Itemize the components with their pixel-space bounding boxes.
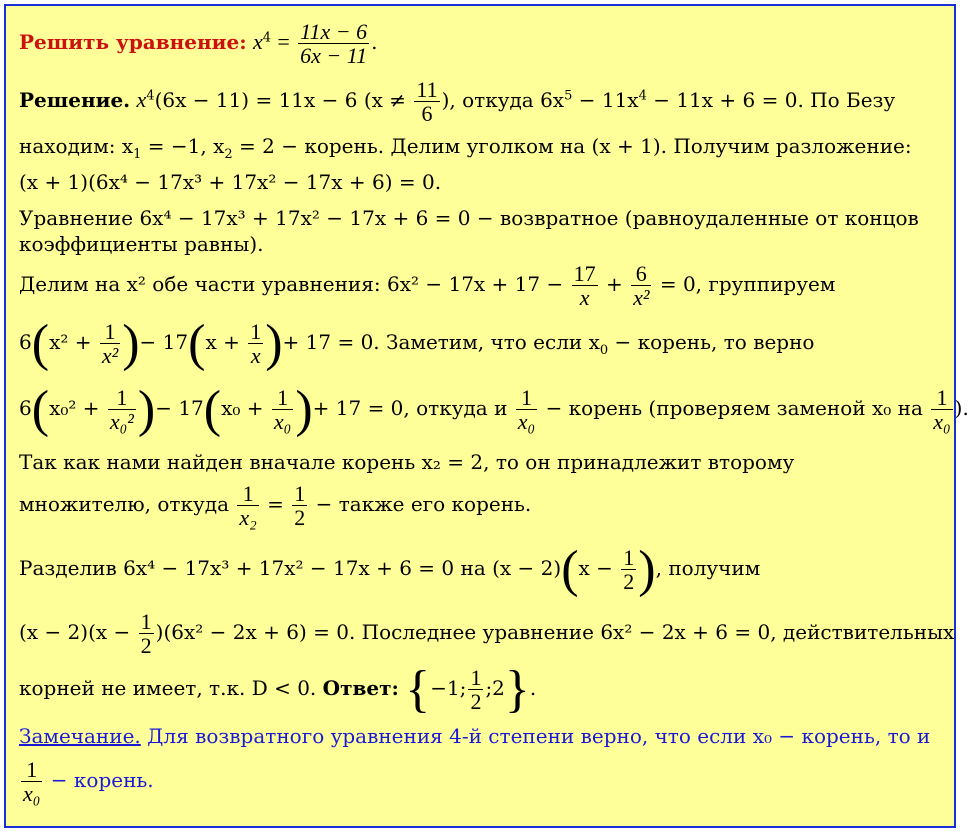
title-lhs-pow: 4 xyxy=(262,30,272,46)
l8-f1-den: x₀² xyxy=(109,409,134,435)
l8-g: ). xyxy=(954,396,969,421)
l8-f3-num: 1 xyxy=(516,386,537,410)
answer-brace-open: { xyxy=(405,660,431,718)
l8-fraction-2 xyxy=(272,386,293,433)
answer-fraction xyxy=(468,666,483,713)
l6-f1-den: x xyxy=(579,285,590,311)
l2-c: = 2 − корень. Делим уголком на (x + 1). Получим разложение: xyxy=(232,134,912,158)
l10-fraction-2 xyxy=(292,482,307,529)
l1-pow3: 4 xyxy=(638,88,647,104)
l2-sub2: 2 xyxy=(224,147,233,162)
title-fraction xyxy=(298,20,369,67)
l6-a: Делим на x² обе части уравнения: 6x² − 17x + 17 − xyxy=(19,272,564,297)
l1-e: − 11x + 6 = 0. По Безу xyxy=(646,88,896,113)
solution-line-13 xyxy=(19,660,537,718)
l1-d: − 11x xyxy=(572,88,639,113)
l6-fraction-1 xyxy=(572,262,598,309)
l7-paren-close-2: ) xyxy=(265,314,283,372)
l12-fraction xyxy=(139,610,154,657)
l12-f-den: 2 xyxy=(140,633,152,659)
note-end: − корень. xyxy=(50,768,154,793)
solution-line-11 xyxy=(19,540,761,598)
l11-f-num: 1 xyxy=(623,545,635,570)
l11-fraction xyxy=(621,546,636,593)
l8-c: − 17 xyxy=(155,396,204,421)
solution-line-7 xyxy=(19,314,815,372)
l13-b: −1; xyxy=(430,676,467,701)
l8-fraction-3 xyxy=(516,386,537,433)
title-eq: = xyxy=(277,29,290,55)
l2-b: = −1, x xyxy=(141,134,225,158)
l11-paren-close: ) xyxy=(638,540,656,598)
solution-line-12 xyxy=(19,610,954,657)
l8-f4-num: 1 xyxy=(931,386,952,410)
l12-a: (x − 2)(x − xyxy=(19,620,131,645)
l6-f2-num: 6 xyxy=(631,262,651,286)
solution-line-6 xyxy=(19,262,835,309)
note-line-1 xyxy=(19,726,930,746)
l8-fraction-1 xyxy=(108,386,136,433)
l8-f2-num: 1 xyxy=(272,386,293,410)
problem-label: Решить уравнение: xyxy=(19,30,247,55)
l1-pow: 4 xyxy=(146,88,155,104)
answer-brace-close: } xyxy=(504,660,530,718)
l11-a: Разделив 6x⁴ − 17x³ + 17x² − 17x + 6 = 0 на (x − 2) xyxy=(19,556,562,581)
l13-d: . xyxy=(529,676,537,701)
l7-paren-close: ) xyxy=(122,314,140,372)
l2-sub1: 1 xyxy=(133,147,142,162)
l7-f2-num: 1 xyxy=(250,319,262,344)
l10-f1-num: 1 xyxy=(237,482,258,506)
answer-label: Ответ: xyxy=(322,676,399,701)
note-f-num: 1 xyxy=(21,758,42,782)
solution-line-2 xyxy=(19,136,912,161)
note-f-den: x₀ xyxy=(23,781,41,807)
l10-b: = xyxy=(267,492,284,517)
l7-fraction-2 xyxy=(248,320,263,367)
note-fraction xyxy=(21,758,42,805)
l6-f1-num: 17 xyxy=(573,261,596,286)
l11-b: x − xyxy=(578,556,613,581)
l10-c: − также его корень. xyxy=(315,492,532,517)
l7-f: − корень, то верно xyxy=(608,330,815,355)
l6-fraction-2 xyxy=(631,262,651,309)
l8-e: + 17 = 0, откуда и xyxy=(312,396,508,421)
l1-pow2: 5 xyxy=(564,88,573,104)
l8-f: − корень (проверяем заменой x₀ на xyxy=(545,396,923,421)
l1-frac-den: 6 xyxy=(421,101,433,127)
l8-paren-open: ( xyxy=(31,380,50,438)
solution-line-9: Так как нами найден вначале корень x₂ = 2, то он принадлежит второму xyxy=(19,450,795,474)
l11-paren-open: ( xyxy=(561,540,579,598)
document-page xyxy=(4,4,969,828)
l12-b: )(6x² − 2x + 6) = 0. Последнее уравнение 6x² − 2x + 6 = 0, действительных xyxy=(155,620,955,645)
l8-fraction-4 xyxy=(931,386,952,433)
l8-f4-den: x₀ xyxy=(933,409,951,435)
l8-f1-num: 1 xyxy=(108,386,136,410)
solution-line-1 xyxy=(19,78,895,125)
l8-paren-open-2: ( xyxy=(203,380,222,438)
l7-b: x² + xyxy=(49,330,92,355)
l2-a: находим: x xyxy=(19,134,134,158)
l13-f-num: 1 xyxy=(470,665,482,690)
l7-paren-open: ( xyxy=(31,314,50,372)
l6-f2-den: x² xyxy=(633,285,650,311)
note-line-2 xyxy=(19,758,154,805)
l8-a: 6 xyxy=(19,396,32,421)
solution-line-8 xyxy=(19,380,969,438)
title-lhs: x xyxy=(252,29,263,55)
l11-c: , получим xyxy=(655,556,761,581)
solution-label: Решение. xyxy=(19,88,131,113)
l7-f1-den: x² xyxy=(101,343,119,369)
l1-a: x xyxy=(136,87,147,113)
l7-f1-num: 1 xyxy=(100,320,120,344)
solution-line-10 xyxy=(19,482,531,529)
l8-b: x₀² + xyxy=(49,396,100,421)
l7-sub: 0 xyxy=(599,343,609,359)
l10-f2-num: 1 xyxy=(294,481,306,506)
l13-c: ;2 xyxy=(485,676,505,701)
l10-f2-den: 2 xyxy=(294,505,306,531)
l10-a: множителю, откуда xyxy=(19,492,229,517)
solution-line-3: (x + 1)(6x⁴ − 17x³ + 17x² − 17x + 6) = 0. xyxy=(19,170,442,194)
l7-paren-open-2: ( xyxy=(188,314,206,372)
l7-f2-den: x xyxy=(250,343,261,369)
l7-c: − 17 xyxy=(139,330,189,355)
l13-a: корней не имеет, т.к. D < 0. xyxy=(19,676,317,701)
title-end: . xyxy=(371,30,378,55)
l10-fraction-1 xyxy=(237,482,258,529)
l8-f2-den: x₀ xyxy=(273,409,292,435)
note-text: Для возвратного уравнения 4-й степени верно, что если x₀ − корень, то и xyxy=(140,724,931,748)
l8-paren-close: ) xyxy=(137,380,156,438)
l7-d: x + xyxy=(205,330,240,355)
l1-frac-num: 11 xyxy=(416,77,438,102)
l7-fraction-1 xyxy=(100,320,120,367)
l8-f3-den: x₀ xyxy=(517,409,536,435)
solution-line-4: Уравнение 6x⁴ − 17x³ + 17x² − 17x + 6 = 0 − возвратное (равноудаленные от концов xyxy=(19,206,919,230)
l10-f1-den: x₂ xyxy=(239,505,257,531)
l6-c: = 0, группируем xyxy=(659,272,836,297)
title-den: 6x − 11 xyxy=(300,43,368,69)
l7-a: 6 xyxy=(19,330,32,355)
note-label: Замечание. xyxy=(19,724,141,748)
l1-fraction xyxy=(414,78,439,125)
l13-f-den: 2 xyxy=(470,689,482,715)
solution-line-5: коэффициенты равны). xyxy=(19,232,264,256)
l6-b: + xyxy=(605,272,623,297)
title-num: 11x − 6 xyxy=(300,19,368,44)
l12-f-num: 1 xyxy=(140,609,152,634)
l1-b: (6x − 11) = 11x − 6 (x ≠ xyxy=(154,88,407,113)
l7-e: + 17 = 0. Заметим, что если x xyxy=(282,330,600,355)
l8-paren-close-2: ) xyxy=(295,380,313,438)
l8-d: x₀ + xyxy=(221,396,264,421)
l1-c: ), откуда 6x xyxy=(441,88,565,113)
problem-statement xyxy=(19,20,378,67)
l11-f-den: 2 xyxy=(623,569,635,595)
